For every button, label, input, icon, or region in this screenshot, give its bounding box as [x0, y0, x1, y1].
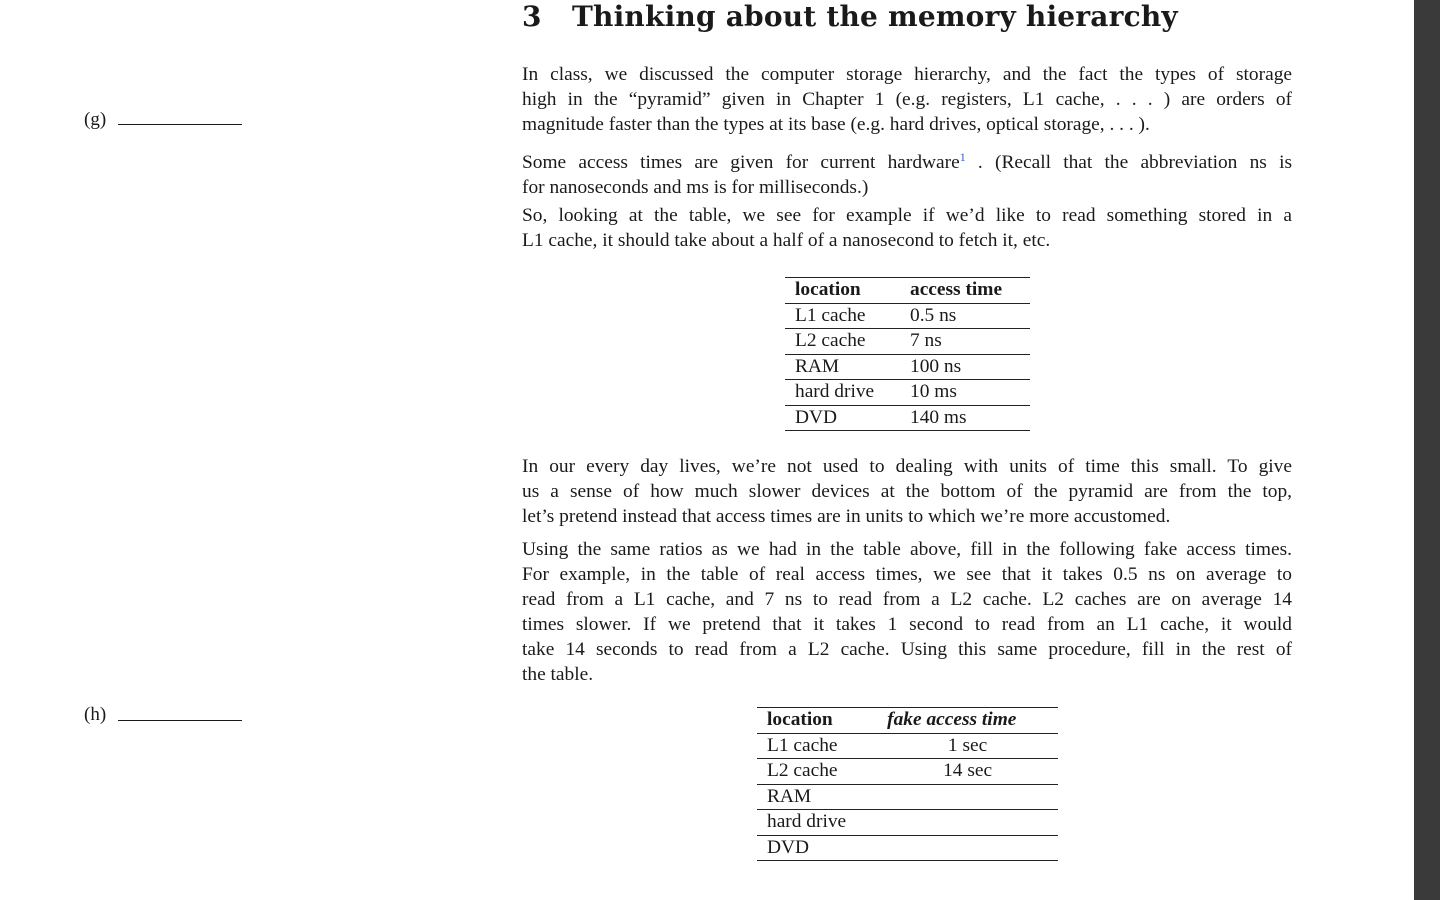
text-line: read from a L1 cache, and 7 ns to read from a L2 cache. L2 caches are on average 14 — [522, 589, 1292, 610]
text-fragment: . (Recall that the abbreviation ns is — [965, 152, 1292, 173]
time-cell: 10 ms — [900, 380, 1030, 406]
text-line: let’s pretend instead that access times are in units to which we’re more accustomed. — [522, 506, 1171, 527]
location-cell: L2 cache — [757, 759, 877, 785]
everyday-paragraph — [522, 454, 1292, 529]
answer-label-h: (h) — [84, 704, 107, 725]
column-header: access time — [900, 278, 1030, 304]
text-line: Using the same ratios as we had in the table above, fill in the following fake access times. — [522, 539, 1292, 560]
location-cell: hard drive — [785, 380, 900, 406]
location-cell: hard drive — [757, 810, 877, 836]
table-row — [757, 810, 1058, 836]
table-row — [785, 303, 1030, 329]
column-header: location — [757, 708, 877, 734]
time-cell: 7 ns — [900, 329, 1030, 355]
text-line: for nanoseconds and ms is for milliseconds.) — [522, 177, 869, 198]
table-row — [757, 835, 1058, 861]
example-paragraph — [522, 203, 1292, 253]
column-header: location — [785, 278, 900, 304]
text-line: high in the “pyramid” given in Chapter 1 (e.g. registers, L1 cache, . . . ) are orders of — [522, 89, 1292, 110]
location-cell: RAM — [785, 354, 900, 380]
fake-time-cell: 14 sec — [877, 759, 1058, 785]
time-cell: 100 ns — [900, 354, 1030, 380]
location-cell: L1 cache — [757, 733, 877, 759]
answer-blank-h[interactable] — [118, 706, 242, 721]
text-line: take 14 seconds to read from a L2 cache. Using this same procedure, fill in the rest of — [522, 639, 1292, 660]
section-heading — [522, 0, 1178, 33]
location-cell: DVD — [785, 405, 900, 431]
table-header-row — [785, 278, 1030, 304]
fake-access-time-table — [757, 707, 1058, 861]
time-cell: 0.5 ns — [900, 303, 1030, 329]
table-row — [757, 759, 1058, 785]
text-line: magnitude faster than the types at its base (e.g. hard drives, optical storage, . . . ). — [522, 114, 1150, 135]
section-title: Thinking about the memory hierarchy — [572, 0, 1178, 33]
time-cell: 140 ms — [900, 405, 1030, 431]
access-times-paragraph — [522, 145, 1292, 200]
table-row — [785, 405, 1030, 431]
table-row — [757, 784, 1058, 810]
fake-time-cell[interactable] — [877, 810, 1058, 836]
text-line: In our every day lives, we’re not used to dealing with units of time this small. To give — [522, 456, 1292, 477]
fake-time-cell[interactable] — [877, 835, 1058, 861]
answer-label-g: (g) — [84, 109, 107, 130]
location-cell: L2 cache — [785, 329, 900, 355]
text-line: In class, we discussed the computer storage hierarchy, and the fact the types of storage — [522, 64, 1292, 85]
access-time-table — [785, 277, 1030, 431]
text-line: For example, in the table of real access times, we see that it takes 0.5 ns on average to — [522, 564, 1292, 585]
footnote-link[interactable]: 1 — [959, 150, 966, 164]
text-line: So, looking at the table, we see for example if we’d like to read something stored in a — [522, 205, 1292, 226]
text-line: times slower. If we pretend that it takes 1 second to read from an L1 cache, it would — [522, 614, 1292, 635]
location-cell: RAM — [757, 784, 877, 810]
location-cell: DVD — [757, 835, 877, 861]
table-header-row — [757, 708, 1058, 734]
instructions-paragraph — [522, 537, 1292, 687]
section-number: 3 — [522, 0, 542, 33]
column-header: fake access time — [877, 708, 1058, 734]
answer-blank-g[interactable] — [118, 110, 242, 125]
text-line: us a sense of how much slower devices at the bottom of the pyramid are from the top, — [522, 481, 1292, 502]
table-row — [757, 733, 1058, 759]
location-cell: L1 cache — [785, 303, 900, 329]
fake-time-cell[interactable] — [877, 784, 1058, 810]
table-row — [785, 354, 1030, 380]
table-row — [785, 380, 1030, 406]
text-line: L1 cache, it should take about a half of a nanosecond to fetch it, etc. — [522, 230, 1051, 251]
intro-paragraph — [522, 62, 1292, 137]
fake-time-cell: 1 sec — [877, 733, 1058, 759]
text-line: the table. — [522, 664, 594, 685]
scrollbar[interactable] — [1414, 0, 1440, 900]
text-fragment: Some access times are given for current hardware — [522, 152, 960, 173]
table-row — [785, 329, 1030, 355]
